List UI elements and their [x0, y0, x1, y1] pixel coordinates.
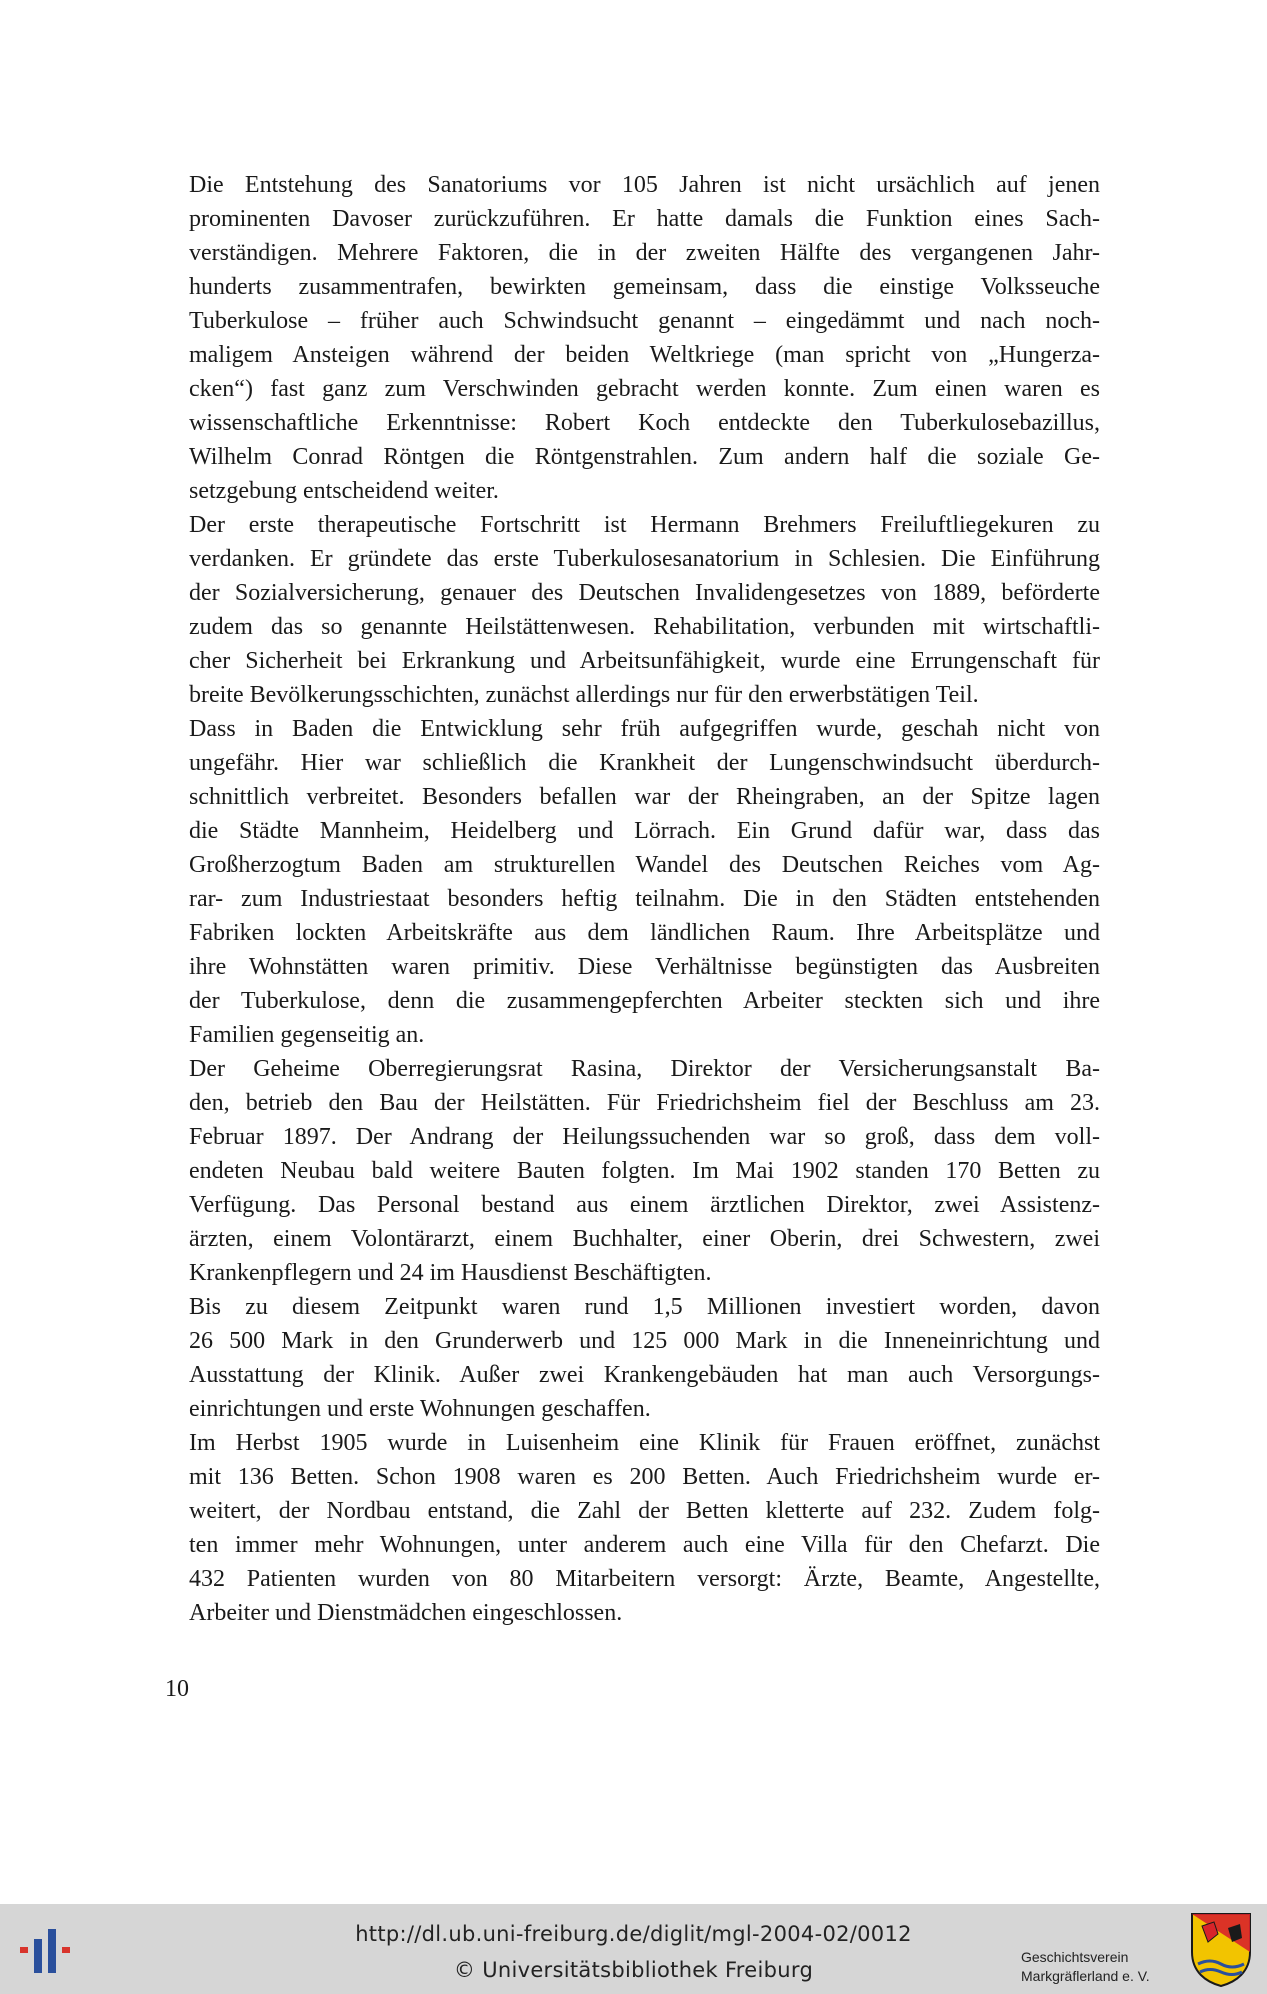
text-line: rar- zum Industriestaat besonders heftig teilnahm. Die in den Städten entstehenden	[189, 886, 1100, 912]
paragraph	[165, 712, 1100, 1052]
text-line: mit 136 Betten. Schon 1908 waren es 200 Betten. Auch Friedrichsheim wurde er-	[189, 1464, 1100, 1490]
text-line: endeten Neubau bald weitere Bauten folgten. Im Mai 1902 standen 170 Betten zu	[189, 1158, 1100, 1184]
text-line: Wilhelm Conrad Röntgen die Röntgenstrahlen. Zum andern half die soziale Ge-	[189, 444, 1100, 470]
text-line: Arbeiter und Dienstmädchen eingeschlossen.	[189, 1600, 623, 1626]
text-line: Großherzogtum Baden am strukturellen Wandel des Deutschen Reiches vom Ag-	[189, 852, 1100, 878]
text-line: ärzten, einem Volontärarzt, einem Buchhalter, einer Oberin, drei Schwestern, zwei	[189, 1226, 1100, 1252]
text-line: zudem das so genannte Heilstättenwesen. Rehabilitation, verbunden mit wirtschaftli-	[189, 614, 1100, 640]
text-line: einrichtungen und erste Wohnungen geschaffen.	[189, 1396, 651, 1422]
text-line: schnittlich verbreitet. Besonders befallen war der Rheingraben, an der Spitze lagen	[189, 784, 1100, 810]
text-line: hunderts zusammentrafen, bewirkten gemeinsam, dass die einstige Volksseuche	[189, 274, 1100, 300]
text-line: cken“) fast ganz zum Verschwinden gebracht werden konnte. Zum einen waren es	[189, 376, 1100, 402]
text-line: 432 Patienten wurden von 80 Mitarbeitern versorgt: Ärzte, Beamte, Angestellte,	[189, 1566, 1100, 1592]
paragraph	[165, 1426, 1100, 1630]
text-line: Krankenpflegern und 24 im Hausdienst Beschäftigten.	[189, 1260, 712, 1286]
text-line: ten immer mehr Wohnungen, unter anderem auch eine Villa für den Chefarzt. Die	[189, 1532, 1100, 1558]
text-line: prominenten Davoser zurückzuführen. Er hatte damals die Funktion eines Sach-	[189, 206, 1100, 232]
footer-copyright: © Universitätsbibliothek Freiburg	[453, 1958, 814, 1982]
coat-of-arms-icon	[1190, 1912, 1252, 1988]
text-line: Die Entstehung des Sanatoriums vor 105 Jahren ist nicht ursächlich auf jenen	[189, 172, 1100, 198]
text-line: verständigen. Mehrere Faktoren, die in der zweiten Hälfte des vergangenen Jahr-	[189, 240, 1100, 266]
society-line-1: Geschichtsverein	[1021, 1949, 1129, 1965]
paragraph	[165, 1290, 1100, 1426]
society-name	[1021, 1948, 1181, 1986]
text-line: Dass in Baden die Entwicklung sehr früh aufgegriffen wurde, geschah nicht von	[189, 716, 1100, 742]
text-line: Ausstattung der Klinik. Außer zwei Krankengebäuden hat man auch Versorgungs-	[189, 1362, 1100, 1388]
text-line: verdanken. Er gründete das erste Tuberkulosesanatorium in Schlesien. Die Einführung	[189, 546, 1100, 572]
text-line: Der Geheime Oberregierungsrat Rasina, Direktor der Versicherungsanstalt Ba-	[189, 1056, 1100, 1082]
text-line: den, betrieb den Bau der Heilstätten. Für Friedrichsheim fiel der Beschluss am 23.	[189, 1090, 1100, 1116]
text-line: ihre Wohnstätten waren primitiv. Diese Verhältnisse begünstigten das Ausbreiten	[189, 954, 1100, 980]
paragraph	[165, 508, 1100, 712]
text-line: Tuberkulose – früher auch Schwindsucht genannt – eingedämmt und nach noch-	[189, 308, 1100, 334]
paragraph	[165, 1052, 1100, 1290]
text-line: cher Sicherheit bei Erkrankung und Arbeitsunfähigkeit, wurde eine Errungenschaft für	[189, 648, 1100, 674]
text-line: maligem Ansteigen während der beiden Weltkriege (man spricht von „Hungerza-	[189, 342, 1100, 368]
text-line: Februar 1897. Der Andrang der Heilungssuchenden war so groß, dass dem voll-	[189, 1124, 1100, 1150]
footer-bar	[0, 1904, 1267, 1994]
body-text	[165, 168, 1100, 1630]
text-line: die Städte Mannheim, Heidelberg und Lörrach. Ein Grund dafür war, dass das	[189, 818, 1100, 844]
text-line: Fabriken lockten Arbeitskräfte aus dem ländlichen Raum. Ihre Arbeitsplätze und	[189, 920, 1100, 946]
text-line: weitert, der Nordbau entstand, die Zahl der Betten kletterte auf 232. Zudem folg-	[189, 1498, 1100, 1524]
text-line: Bis zu diesem Zeitpunkt waren rund 1,5 Millionen investiert worden, davon	[189, 1294, 1100, 1320]
text-line: 26 500 Mark in den Grunderwerb und 125 000 Mark in die Inneneinrichtung und	[189, 1328, 1100, 1354]
text-line: setzgebung entscheidend weiter.	[189, 478, 499, 504]
text-line: Familien gegenseitig an.	[189, 1022, 425, 1048]
text-line: wissenschaftliche Erkenntnisse: Robert Koch entdeckte den Tuberkulosebazillus,	[189, 410, 1100, 436]
text-line: Im Herbst 1905 wurde in Luisenheim eine Klinik für Frauen eröffnet, zunächst	[189, 1430, 1100, 1456]
text-line: Verfügung. Das Personal bestand aus einem ärztlichen Direktor, zwei Assistenz-	[189, 1192, 1100, 1218]
footer-url-link[interactable]: http://dl.ub.uni-freiburg.de/diglit/mgl-2004-02/0012	[355, 1922, 912, 1946]
text-line: der Sozialversicherung, genauer des Deutschen Invalidengesetzes von 1889, beförderte	[189, 580, 1100, 606]
text-line: der Tuberkulose, denn die zusammengepferchten Arbeiter steckten sich und ihre	[189, 988, 1100, 1014]
page-number: 10	[165, 1676, 189, 1702]
society-line-2: Markgräflerland e. V.	[1021, 1968, 1150, 1984]
text-line: breite Bevölkerungsschichten, zunächst allerdings nur für den erwerbstätigen Teil.	[189, 682, 979, 708]
text-line: Der erste therapeutische Fortschritt ist Hermann Brehmers Freiluftliegekuren zu	[189, 512, 1100, 538]
paragraph	[165, 168, 1100, 508]
text-line: ungefähr. Hier war schließlich die Krankheit der Lungenschwindsucht überdurch-	[189, 750, 1100, 776]
